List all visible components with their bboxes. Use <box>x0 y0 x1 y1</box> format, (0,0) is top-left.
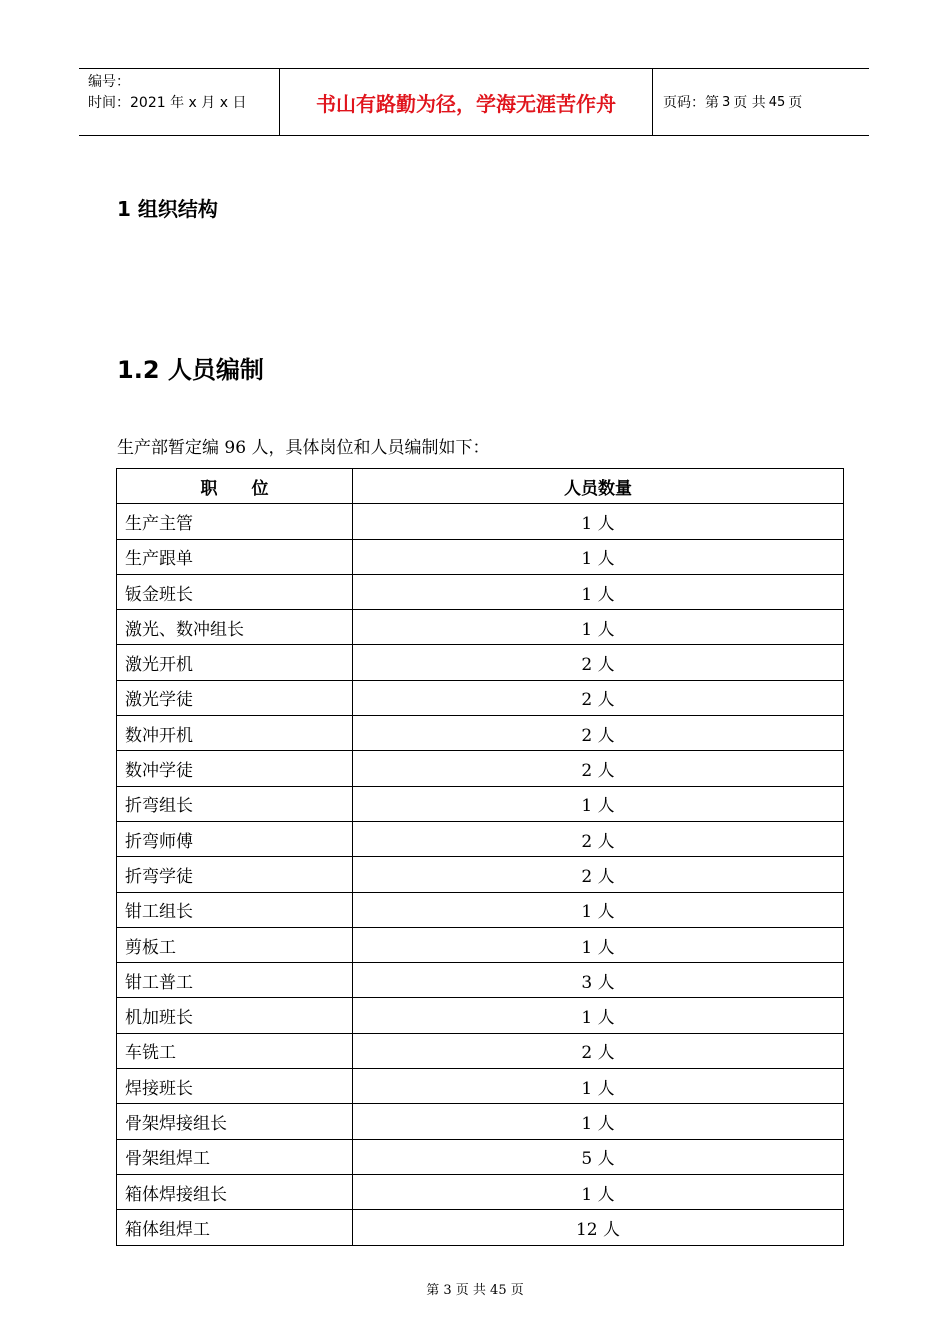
page-middle: 页 共 <box>733 95 766 111</box>
count-cell: 1 人 <box>353 927 844 962</box>
count-cell: 1 人 <box>353 610 844 645</box>
document-date: 时间：2021 年 x 月 x 日 <box>88 95 247 111</box>
count-cell: 1 人 <box>353 1069 844 1104</box>
header-meta <box>79 69 280 135</box>
page-header <box>79 68 869 136</box>
count-cell: 1 人 <box>353 998 844 1033</box>
count-cell: 12 人 <box>353 1210 844 1245</box>
position-cell: 机加班长 <box>117 998 353 1033</box>
position-cell: 钳工普工 <box>117 963 353 998</box>
position-cell: 数冲学徒 <box>117 751 353 786</box>
position-cell: 折弯学徒 <box>117 857 353 892</box>
position-cell: 折弯组长 <box>117 786 353 821</box>
position-cell: 生产主管 <box>117 504 353 539</box>
page-total: 45 <box>768 94 786 110</box>
count-cell: 2 人 <box>353 716 844 751</box>
table-row <box>117 1069 844 1104</box>
position-cell: 骨架组焊工 <box>117 1139 353 1174</box>
header-page-number <box>653 69 869 135</box>
table-row <box>117 610 844 645</box>
position-cell: 钣金班长 <box>117 574 353 609</box>
count-cell: 3 人 <box>353 963 844 998</box>
count-cell: 5 人 <box>353 1139 844 1174</box>
count-cell: 1 人 <box>353 786 844 821</box>
count-cell: 1 人 <box>353 504 844 539</box>
table-row <box>117 751 844 786</box>
table-row <box>117 892 844 927</box>
position-cell: 激光学徒 <box>117 680 353 715</box>
position-cell: 箱体组焊工 <box>117 1210 353 1245</box>
page-footer: 第 3 页 共 45 页 <box>426 1283 524 1298</box>
position-cell: 激光、数冲组长 <box>117 610 353 645</box>
count-cell: 1 人 <box>353 1104 844 1139</box>
count-cell: 1 人 <box>353 574 844 609</box>
page-current: 3 <box>722 94 731 110</box>
table-row <box>117 716 844 751</box>
header-count: 人员数量 <box>353 469 844 504</box>
count-cell: 1 人 <box>353 539 844 574</box>
position-cell: 数冲开机 <box>117 716 353 751</box>
table-row <box>117 857 844 892</box>
page-prefix: 页码：第 <box>663 95 719 111</box>
count-cell: 2 人 <box>353 857 844 892</box>
table-row <box>117 998 844 1033</box>
section-heading-organization: 1 组织结构 <box>117 197 218 221</box>
count-cell: 2 人 <box>353 680 844 715</box>
table-row <box>117 821 844 856</box>
table-row <box>117 786 844 821</box>
count-cell: 2 人 <box>353 1033 844 1068</box>
table-row <box>117 1139 844 1174</box>
header-motto: 书山有路勤为径，学海无涯苦作舟 <box>280 69 653 135</box>
table-row <box>117 927 844 962</box>
position-cell: 焊接班长 <box>117 1069 353 1104</box>
count-cell: 1 人 <box>353 892 844 927</box>
page-suffix: 页 <box>788 95 803 111</box>
table-body <box>117 504 844 1245</box>
table-row <box>117 1033 844 1068</box>
count-cell: 2 人 <box>353 751 844 786</box>
table-row <box>117 645 844 680</box>
table-row <box>117 539 844 574</box>
position-cell: 钳工组长 <box>117 892 353 927</box>
position-cell: 车铣工 <box>117 1033 353 1068</box>
count-cell: 2 人 <box>353 645 844 680</box>
section-heading-staffing: 1.2 人员编制 <box>117 356 264 384</box>
table-row <box>117 574 844 609</box>
position-cell: 剪板工 <box>117 927 353 962</box>
table-row <box>117 680 844 715</box>
position-cell: 生产跟单 <box>117 539 353 574</box>
count-cell: 2 人 <box>353 821 844 856</box>
table-row <box>117 1210 844 1245</box>
position-cell: 箱体焊接组长 <box>117 1174 353 1209</box>
staffing-table <box>116 468 844 1246</box>
table-row <box>117 1104 844 1139</box>
table-row <box>117 504 844 539</box>
table-header-row <box>117 469 844 504</box>
header-position: 职 位 <box>117 469 353 504</box>
position-cell: 骨架焊接组长 <box>117 1104 353 1139</box>
position-cell: 折弯师傅 <box>117 821 353 856</box>
document-number-label: 编号： <box>88 74 130 90</box>
table-row <box>117 963 844 998</box>
intro-paragraph: 生产部暂定编 96 人，具体岗位和人员编制如下： <box>117 438 490 458</box>
position-cell: 激光开机 <box>117 645 353 680</box>
table-row <box>117 1174 844 1209</box>
count-cell: 1 人 <box>353 1174 844 1209</box>
